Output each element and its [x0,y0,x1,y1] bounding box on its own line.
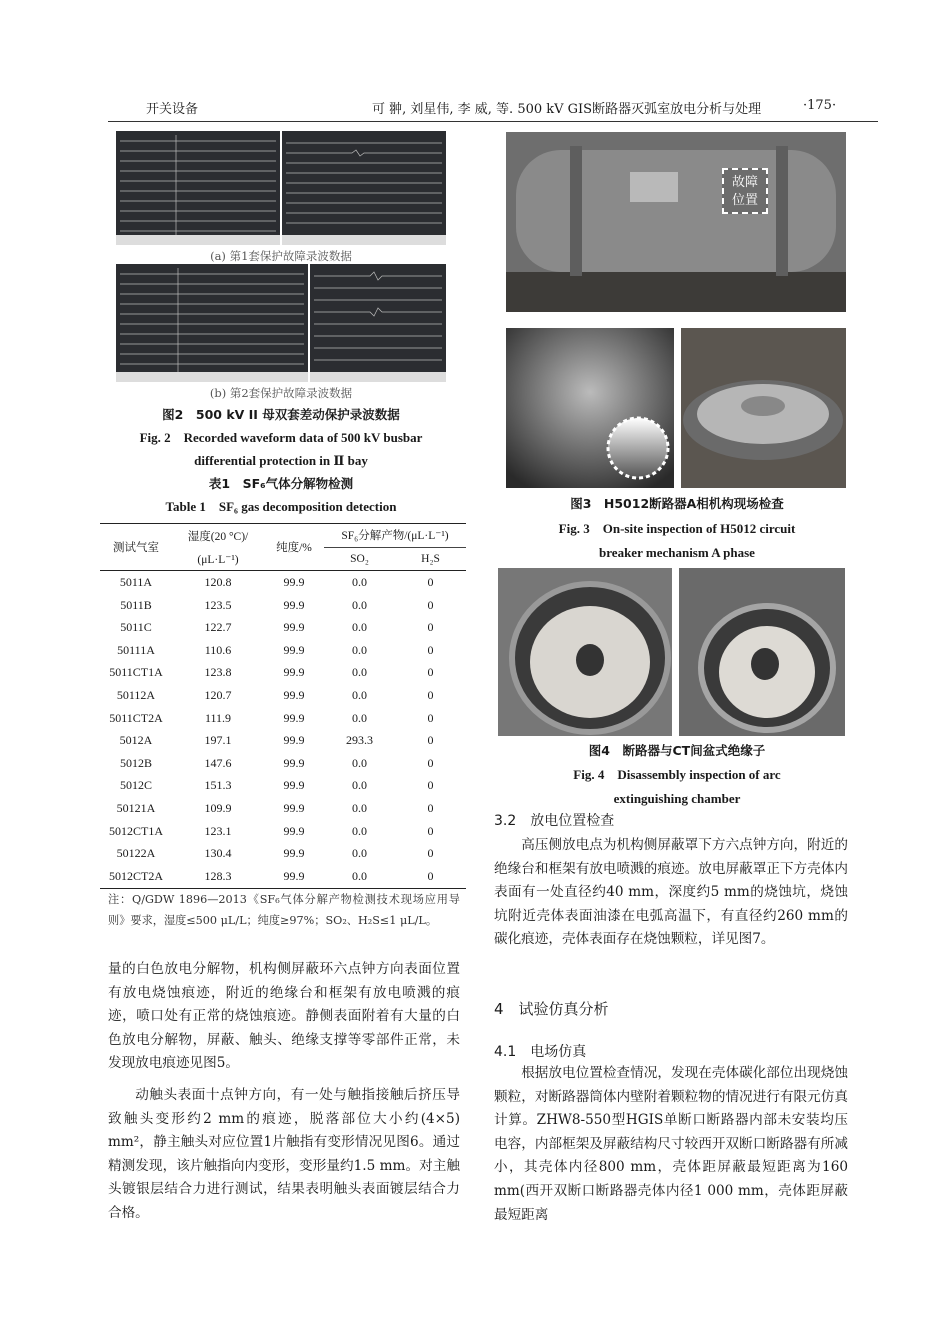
table-cell: 99.9 [283,620,305,635]
table-cell: 5012C [119,778,152,793]
table-row [100,729,466,752]
table-cell: 130.4 [204,846,232,861]
fig2-subcaption-a: (a) 第1套保护故障录波数据 [210,249,352,263]
waveform-screen-a-right [282,131,446,245]
table-cell: 0 [427,710,434,725]
table-row [100,820,466,843]
table-row [100,684,466,707]
fig2-subcaption-b: (b) 第2套保护故障录波数据 [209,386,353,400]
journal-name: 开关设备 [146,102,199,117]
table-cell: 122.7 [204,620,232,635]
left-paragraph-1: 量的白色放电分解物，机构侧屏蔽环六点钟方向表面位置有放电烧蚀痕迹，附近的绝缘台和框架有放电喷溅的痕迹，喷口处有正常的烧蚀痕迹。静侧表面附着有大量的白色放电分解物，屏蔽、触头、绝缘支撑等零部件正常，未发现放电痕迹见图5。 [108,961,460,1072]
table-cell: 0 [427,597,434,612]
table-cell: 197.1 [204,733,232,748]
table-cell: 99.9 [283,642,305,657]
table-cell: 99.9 [283,823,305,838]
fig3-photo-shield-inside [506,328,674,488]
fault-label-line1: 故障 [731,175,758,190]
th-humidity-unit: (μL·L⁻¹) [172,547,264,571]
fig4-photo-left [498,568,672,736]
fig2-caption-en-1: Fig. 2 Recorded waveform data of 500 kV busbar [139,430,423,445]
fig3-caption-en-1: Fig. 3 On-site inspection of H5012 circuit [558,521,796,536]
th-humidity: 湿度(20 °C)/ [187,530,249,543]
fig2-caption-en-2: differential protection in Ⅱ bay [194,453,368,468]
table-cell: 151.3 [204,778,232,793]
table-cell: 0 [427,665,434,680]
table-row [100,775,466,798]
table-row [100,571,466,594]
table-cell: 50111A [117,642,155,657]
table-cell: 0.0 [352,665,367,680]
table-cell: 0 [427,846,434,861]
table-cell: 0 [427,800,434,815]
table-cell: 0.0 [352,868,367,883]
table-row [100,752,466,775]
table-cell: 0 [427,868,434,883]
page-number: ·175· [803,98,837,113]
table-cell: 99.9 [283,733,305,748]
th-purity: 纯度/% [264,524,324,571]
section-4-heading: 4 试验仿真分析 [494,1000,609,1018]
table-cell: 0.0 [352,778,367,793]
table-cell: 5012CT1A [109,823,163,838]
table-cell: 0.0 [352,597,367,612]
table-cell: 0.0 [352,620,367,635]
fig3-caption-cn: 图3 H5012断路器A相机构现场检查 [570,496,784,511]
table-cell: 0.0 [352,642,367,657]
table-row [100,594,466,617]
table-cell: 99.9 [283,846,305,861]
table-cell: 99.9 [283,687,305,702]
table-cell: 120.7 [204,687,232,702]
section-4-1-paragraph: 根据放电位置检查情况，发现在壳体碳化部位出现烧蚀颗粒，对断路器筒体内壁附着颗粒物的情况进行有限元仿真计算。ZHW8-550型HGIS单断口断路器内部未安装均压电容，内部框架及屏蔽结构尺寸较西开双断口断路器有所减小，其壳体内径800 mm，壳体距屏蔽最短距离为160 mm(西开双断口断路器壳体内径1 000 mm，壳体距屏蔽最短距离 [494,1065,848,1223]
th-h2s: H₂S [395,547,466,571]
table-cell: 99.9 [283,800,305,815]
running-title: 可 翀, 刘星伟, 李 威, 等. 500 kV GIS断路器灭弧室放电分析与处理 [372,102,762,117]
fig4-caption-en-2: extinguishing chamber [613,791,741,806]
table-cell: 5011A [119,574,153,589]
table-cell: 110.6 [204,642,232,657]
table-cell: 99.9 [283,597,305,612]
table-cell: 120.8 [204,574,232,589]
fig4-photo-right [679,568,845,736]
table-cell: 0 [427,620,434,635]
table-cell: 5011CT2A [109,710,163,725]
table-row [100,616,466,639]
table-cell: 0 [427,574,434,589]
table-cell: 293.3 [346,733,373,748]
fig4-caption-en-1: Fig. 4 Disassembly inspection of arc [573,767,781,782]
table-cell: 0 [427,755,434,770]
table-cell: 0.0 [352,755,367,770]
table-cell: 0.0 [352,710,367,725]
table-cell: 99.9 [283,755,305,770]
waveform-screen-a-left [116,131,280,245]
fig2-caption-cn: 图2 500 kV II 母双套差动保护录波数据 [162,407,400,422]
table-cell: 123.1 [204,823,232,838]
table-cell: 5012A [119,733,153,748]
table-cell: 128.3 [204,868,232,883]
table-cell: 99.9 [283,665,305,680]
table-cell: 0.0 [352,823,367,838]
table-cell: 147.6 [204,755,232,770]
fault-label-line2: 位置 [731,193,758,208]
fault-location-label [722,168,768,214]
table-row [100,662,466,685]
table-cell: 111.9 [204,710,232,725]
th-so2: SO₂ [324,547,395,571]
section-3-2-heading: 3.2 放电位置检查 [494,813,615,829]
table-cell: 99.9 [283,710,305,725]
th-decomp: SF₆分解产物/(μL·L⁻¹) [324,524,466,548]
table-cell: 5011CT1A [109,665,163,680]
table-cell: 0 [427,823,434,838]
table-row [100,639,466,662]
table-row [100,707,466,730]
fig3-caption-en-2: breaker mechanism A phase [599,545,755,560]
waveform-screen-b-right [310,264,446,382]
waveform-screen-b-left [116,264,308,382]
table-cell: 123.5 [204,597,232,612]
table-cell: 5012B [119,755,152,770]
table-cell: 50112A [116,687,156,702]
table1 [100,523,466,889]
table-cell: 99.9 [283,778,305,793]
fig3-photo-insulator [681,328,846,488]
table-cell: 99.9 [283,868,305,883]
fig4-caption-cn: 图4 断路器与CT间盆式绝缘子 [588,743,766,758]
table-cell: 99.9 [283,574,305,589]
table-cell: 5011C [120,620,152,635]
table-cell: 109.9 [204,800,232,815]
table-cell: 0 [427,642,434,657]
table-cell: 0 [427,687,434,702]
table1-title-cn: 表1 SF₆气体分解物检测 [208,476,354,491]
table-cell: 0.0 [352,800,367,815]
table-cell: 0.0 [352,574,367,589]
table1-title-en: Table 1 SF₆ gas decomposition detection [165,499,397,514]
table-cell: 0 [427,778,434,793]
table-row [100,842,466,865]
table-cell: 5011B [120,597,152,612]
table-cell: 50121A [116,800,156,815]
left-paragraph-2: 动触头表面十点钟方向，有一处与触指接触后挤压导致触头变形约2 mm的痕迹，脱落部位大小约(4×5) mm²，静主触头对应位置1片触指有变形情况见图6。通过精测发现，该片触指向内变形，变形量约1.5 mm。对主触头镀银层结合力进行测试，结果表明触头表面镀层结合力合格。 [108,1087,460,1221]
table-cell: 0.0 [352,687,367,702]
table-cell: 0.0 [352,846,367,861]
table1-note: 注：Q/GDW 1896—2013《SF₆气体分解产物检测技术现场应用导则》要求，湿度≤500 μL/L；纯度≥97%；SO₂、H₂S≤1 μL/L。 [108,893,460,927]
table-cell: 50122A [116,846,156,861]
fig3-photo-breaker-tank [506,132,846,312]
header-rule [108,121,878,122]
table-row [100,797,466,820]
table-row [100,865,466,888]
section-3-2-paragraph: 高压侧放电点为机构侧屏蔽罩下方六点钟方向，附近的绝缘台和框架有放电喷溅的痕迹。放电屏蔽罩正下方壳体内表面有一处直径约40 mm，深度约5 mm的烧蚀坑，烧蚀坑附近壳体表面油漆在电弧高温下，有直径约260 mm的碳化痕迹，壳体表面存在烧蚀颗粒，详见图7。 [494,837,848,948]
table-cell: 123.8 [204,665,232,680]
table-cell: 5012CT2A [109,868,163,883]
th-gas: 测试气室 [100,524,172,571]
section-4-1-heading: 4.1 电场仿真 [494,1044,587,1060]
table-cell: 0 [427,733,434,748]
